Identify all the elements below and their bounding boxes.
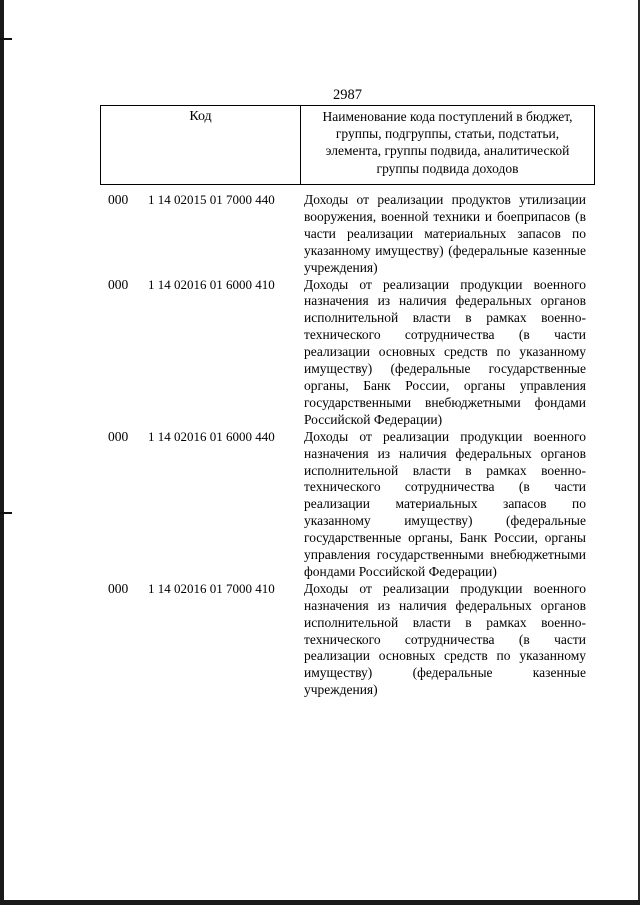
scan-edge-bottom [0,900,640,905]
revenue-code: 1 14 02015 01 7000 440 [148,192,275,207]
scan-mark [0,512,12,514]
table-row [100,277,595,429]
scan-edge-left [0,0,4,905]
admin-code: 000 [108,428,129,444]
table-row [100,581,595,699]
header-code-column: Код [101,106,301,184]
table-header [100,105,595,185]
table-row [100,192,595,277]
admin-code: 000 [108,276,129,292]
scan-mark [0,38,12,40]
revenue-name: Доходы от реализации продуктов утилизации вооружения, военной техники и боеприпасов (в части реализации материальных запасов по указанному имуществу) (федеральные казенные учреждения) [304,192,586,275]
revenue-name: Доходы от реализации продукции военного назначения из наличия федеральных органов исполнительной власти в рамках военно-технического сотрудничества (в части реализации основных средств по указанному имуществу) (федеральные казенные учреждения) [304,580,586,698]
revenue-code: 1 14 02016 01 7000 410 [148,580,275,596]
admin-code: 000 [108,192,129,207]
page-number: 2987 [333,87,362,103]
revenue-name: Доходы от реализации продукции военного назначения из наличия федеральных органов исполнительной власти в рамках военно-технического сотрудничества (в части реализации основных средств по указанному имуществу) (федеральные государственные органы, Банк России, органы управления государственными внебюджетными фондами Российской Федерации) [304,276,586,427]
revenue-code-list [100,192,595,699]
revenue-code: 1 14 02016 01 6000 410 [148,276,275,292]
table-row [100,429,595,581]
revenue-name: Доходы от реализации продукции военного назначения из наличия федеральных органов исполнительной власти в рамках военно-технического сотрудничества (в части реализации материальных запасов по указанному имуществу) (федеральные государственные органы, Банк России, органы управления государственными внебюджетными фондами Российской Федерации) [304,428,586,579]
header-name-column: Наименование кода поступлений в бюджет, группы, подгруппы, статьи, подстатьи, элемента, группы подвида, аналитической группы подвида доходов [322,109,573,176]
admin-code: 000 [108,580,129,596]
revenue-code: 1 14 02016 01 6000 440 [148,428,275,444]
